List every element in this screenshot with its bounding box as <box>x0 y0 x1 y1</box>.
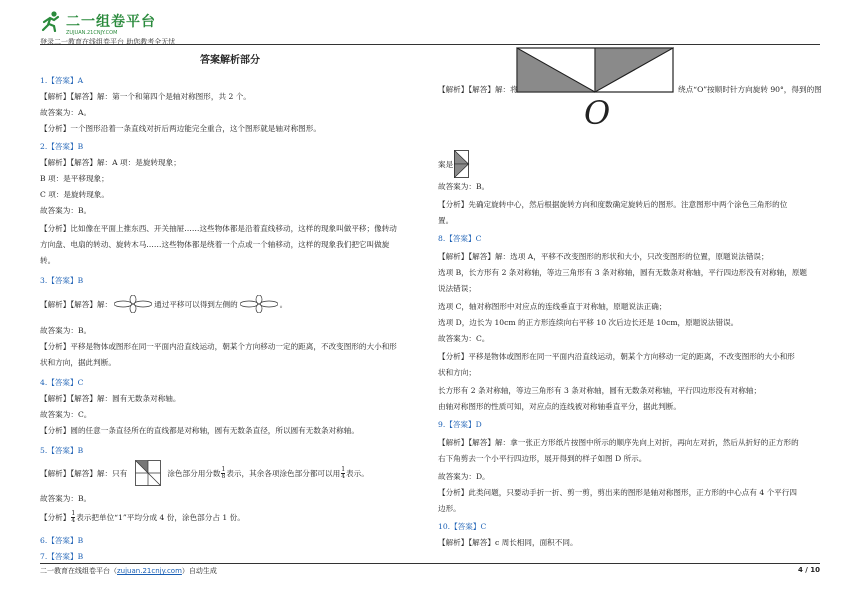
text-line: 【分析】圆的任意一条直径所在的直线都是对称轴，圆有无数条直径，所以圆有无数条对称轴。 <box>40 426 359 435</box>
text-line: 状和方向，据此判断。 <box>40 358 116 367</box>
q5-solution-middle: 涂色部分用分数 <box>167 468 221 478</box>
answer-heading: 2.【答案】B <box>40 142 84 151</box>
text-line: 【解析】【解答】c 周长相同，面积不同。 <box>438 538 578 547</box>
text-line: 边形。 <box>438 504 461 513</box>
text-line: B 项：是平移现象； <box>40 174 109 183</box>
text-line: 由轴对称图形的性质可知，对应点的连线被对称轴垂直平分，据此判断。 <box>438 402 681 411</box>
q5-solution-end: 表示。 <box>346 468 369 478</box>
text-line: 故答案为：B。 <box>40 206 92 215</box>
q5-analysis-text: 表示把单位“1”平均分成 4 份，涂色部分占 1 份。 <box>76 513 245 522</box>
rotation-figure <box>516 47 674 93</box>
answer-heading: 5.【答案】B <box>40 446 84 455</box>
footer-source-suffix: ）自动生成 <box>181 567 217 575</box>
text-line: 故答案为：B。 <box>40 494 92 503</box>
text-line: 【分析】此类问题，只要动手折一折、剪一剪，剪出来的图形是轴对称图形，正方形的中心点有 4 个平行四 <box>438 488 797 497</box>
footer-divider <box>40 563 820 564</box>
header-divider <box>40 44 820 45</box>
q7-answer-line <box>438 150 470 178</box>
text-line: 右下角剪去一个小平行四边形，展开得到的样子如图 D 所示。 <box>438 454 647 463</box>
text-line: 【分析】比如像在平面上推东西、开关抽屉……这些物体都是沿着直线移动，这样的现象叫做平移；像转动 <box>40 224 397 233</box>
text-line: 说法错误； <box>438 284 476 293</box>
text-line: 状和方向； <box>438 368 476 377</box>
text-line: 故答案为：B。 <box>40 326 92 335</box>
q3-solution-middle: 通过平移可以得到左侧的 <box>154 299 238 309</box>
footer-source-prefix: 二一教育在线组卷平台（ <box>40 567 117 575</box>
text-line: 转。 <box>40 256 56 265</box>
text-line: 【分析】平移是物体或图形在同一平面内沿直线运动，朝某个方向移动一定的距离，不改变图形的大小和形 <box>438 352 795 361</box>
q5-analysis-prefix: 【分析】 <box>40 513 71 522</box>
q3-solution-line <box>40 295 287 313</box>
text-line: 【解析】【解答】解：选项 A，平移不改变图形的形状和大小，只改变图形的位置，原题说法错误； <box>438 252 769 261</box>
text-line: 故答案为：C。 <box>40 410 92 419</box>
answer-heading: 10.【答案】C <box>438 522 487 531</box>
text-line: 【分析】一个图形沿着一条直线对折后两边能完全重合，这个图形就是轴对称图形。 <box>40 124 321 133</box>
text-line: 置。 <box>438 216 454 225</box>
text-line: 【解析】【解答】解：A 项：是旋转现象； <box>40 158 181 167</box>
logo-subtext: ZUJUAN.21CNJY.COM <box>66 30 118 36</box>
text-line: 【分析】先确定旋转中心，然后根据旋转方向和度数确定旋转后的图形。注意图形中两个涂色三角形的位 <box>438 200 788 209</box>
rotated-triangle-icon <box>454 150 470 178</box>
q5-analysis-line <box>40 511 245 524</box>
fraction-one-quarter: $\frac{1}{4}$ <box>341 465 346 480</box>
text-line: 方向盘、电扇的转动、旋转木马……这些物体都是绕着一个点或一个轴移动，这样的现象我们把它叫做旋 <box>40 240 390 249</box>
answer-heading: 1.【答案】A <box>40 76 84 85</box>
text-line: 【解析】【解答】解：第一个和第四个是轴对称图形，共 2 个。 <box>40 92 251 101</box>
petal-shape-right-icon <box>114 295 152 313</box>
petal-shape-left-icon <box>240 295 278 313</box>
answer-heading: 3.【答案】B <box>40 276 84 285</box>
q7-answer-prefix: 案是 <box>438 159 454 169</box>
text-line: 故答案为：A。 <box>40 108 92 117</box>
q5-solution-middle2: 表示，其余各项涂色部分都可以用 <box>226 468 341 478</box>
text-line: C 项：是旋转现象。 <box>40 190 109 199</box>
answer-heading: 4.【答案】C <box>40 378 84 387</box>
q3-solution-prefix: 【解析】【解答】解： <box>40 299 113 309</box>
text-line: 故答案为：D。 <box>438 472 490 481</box>
text-line: 选项 D，边长为 10cm 的正方形连续向右平移 10 次后边长还是 10cm，原题说法错误。 <box>438 318 739 327</box>
q3-solution-end: 。 <box>279 299 288 309</box>
answer-heading: 9.【答案】D <box>438 420 482 429</box>
q5-solution-line <box>40 460 369 486</box>
text-line: 长方形有 2 条对称轴，等边三角形有 3 条对称轴，圆有无数条对称轴，平行四边形没有对称轴； <box>438 386 762 395</box>
header-slogan: 登录二一教育在线组卷平台 助您教考全无忧 <box>40 38 176 46</box>
rotation-center-label: O <box>584 94 611 132</box>
footer-source <box>40 566 217 576</box>
text-line: 故答案为：C。 <box>438 334 490 343</box>
fraction-one-quarter-analysis: $\frac{1}{4}$ <box>71 510 76 524</box>
text-line: 选项 C，轴对称图形中对应点的连线垂直于对称轴，原题说法正确； <box>438 302 667 311</box>
answer-heading: 8.【答案】C <box>438 234 482 243</box>
runner-logo-icon <box>40 10 62 32</box>
shaded-square-figure-icon <box>135 460 161 486</box>
text-line: 【解析】【解答】解：拿一张正方形纸片按图中所示的顺序先向上对折，再向左对折，然后从折好的正方形的 <box>438 438 799 447</box>
answer-heading: 7.【答案】B <box>40 552 84 561</box>
q5-solution-prefix: 【解析】【解答】解：只有 <box>40 468 128 478</box>
q7-solution-prefix: 【解析】【解答】解：将 <box>438 85 518 94</box>
text-line: 【解析】【解答】解：圆有无数条对称轴。 <box>40 394 181 403</box>
q7-solution-suffix: 绕点“O”按顺时针方向旋转 90°，得到的图 <box>678 85 822 94</box>
page-number: 4 / 10 <box>797 566 820 574</box>
logo-text: 二一组卷平台 <box>66 14 156 30</box>
page-title: 答案解析部分 <box>200 55 260 66</box>
page-header <box>40 6 820 44</box>
fraction-one-eighth: $\frac{1}{8}$ <box>221 465 226 480</box>
answer-heading: 6.【答案】B <box>40 536 84 545</box>
footer-site-link[interactable]: zujuan.21cnjy.com <box>117 567 182 575</box>
text-line: 【分析】平移是物体或图形在同一平面内沿直线运动，朝某个方向移动一定的距离，不改变图形的大小和形 <box>40 342 397 351</box>
text-line: 选项 B，长方形有 2 条对称轴，等边三角形有 3 条对称轴，圆有无数条对称轴，平行四边形没有对称轴，原题 <box>438 268 808 277</box>
text-line: 故答案为：B。 <box>438 182 490 191</box>
